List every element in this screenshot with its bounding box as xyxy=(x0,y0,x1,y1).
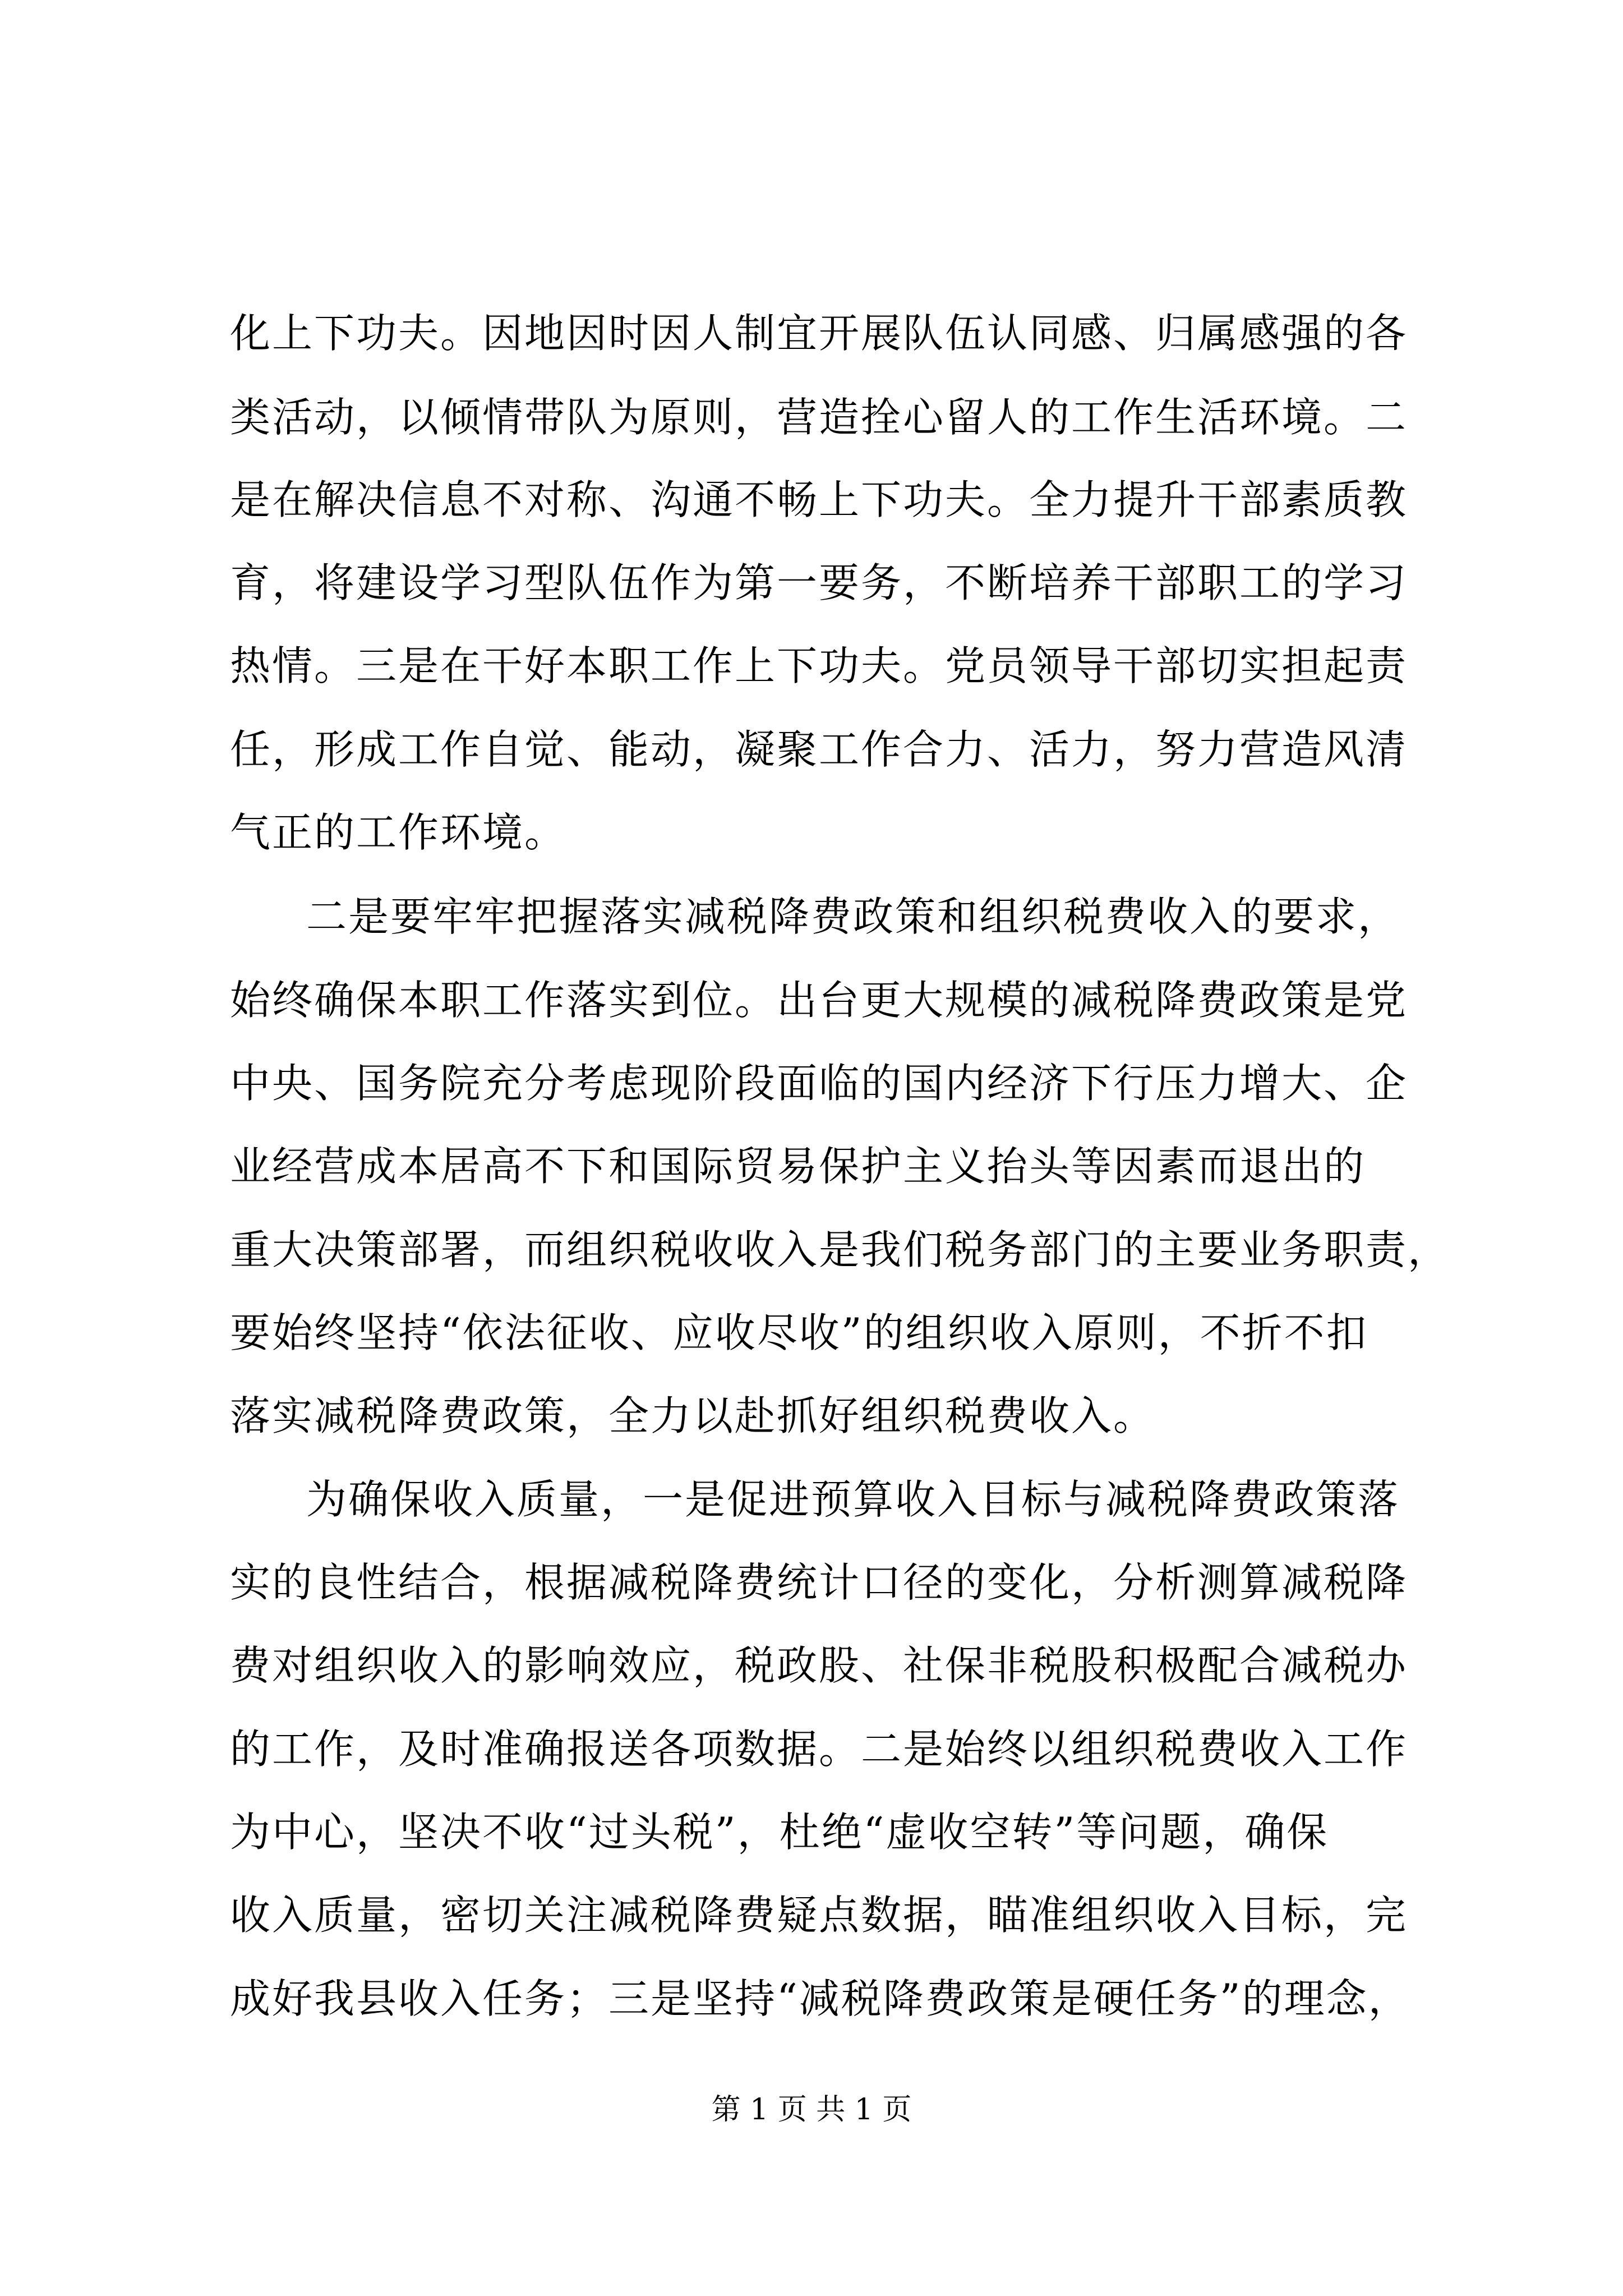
body-line: 育，将建设学习型队伍作为第一要务，不断培养干部职工的学习 xyxy=(230,559,1408,606)
body-line: 成好我县收入任务；三是坚持“减税降费政策是硬任务”的理念， xyxy=(230,1975,1410,2022)
body-line: 收入质量，密切关注减税降费疑点数据，瞄准组织收入目标，完 xyxy=(230,1892,1408,1939)
body-line: 始终确保本职工作落实到位。出台更大规模的减税降费政策是党 xyxy=(230,977,1408,1024)
body-line: 业经营成本居高不下和国际贸易保护主义抬头等因素而退出的 xyxy=(230,1143,1366,1190)
paragraph-start-line: 为确保收入质量，一是促进预算收入目标与减税降费政策落 xyxy=(306,1476,1400,1523)
body-line: 化上下功夫。因地因时因人制宜开展队伍认同感、归属感强的各 xyxy=(230,310,1408,357)
body-line: 气正的工作环境。 xyxy=(230,809,567,856)
body-line: 是在解决信息不对称、沟通不畅上下功夫。全力提升干部素质教 xyxy=(230,476,1408,523)
body-line: 费对组织收入的影响效应，税政股、社保非税股积极配合减税办 xyxy=(230,1642,1408,1689)
page-footer: 第 1 页 共 1 页 xyxy=(711,2093,912,2127)
body-line: 重大决策部署，而组织税收收入是我们税务部门的主要业务职责， xyxy=(230,1226,1450,1273)
body-line: 热情。三是在干好本职工作上下功夫。党员领导干部切实担起责 xyxy=(230,642,1408,689)
body-line: 为中心，坚决不收“过头税”，杜绝“虚收空转”等问题，确保 xyxy=(230,1809,1329,1856)
body-line: 类活动，以倾情带队为原则，营造拴心留人的工作生活环境。二 xyxy=(230,394,1408,441)
body-line: 中央、国务院充分考虑现阶段面临的国内经济下行压力增大、企 xyxy=(230,1060,1408,1107)
body-line: 落实减税降费政策，全力以赴抓好组织税费收入。 xyxy=(230,1392,1156,1439)
body-line: 实的良性结合，根据减税降费统计口径的变化，分析测算减税降 xyxy=(230,1559,1408,1606)
body-line: 要始终坚持“依法征收、应收尽收”的组织收入原则，不折不扣 xyxy=(230,1309,1368,1356)
paragraph-start-line: 二是要牢牢把握落实减税降费政策和组织税费收入的要求， xyxy=(306,893,1400,940)
body-line: 的工作，及时准确报送各项数据。二是始终以组织税费收入工作 xyxy=(230,1726,1408,1773)
body-line: 任，形成工作自觉、能动，凝聚工作合力、活力，努力营造风清 xyxy=(230,726,1408,773)
